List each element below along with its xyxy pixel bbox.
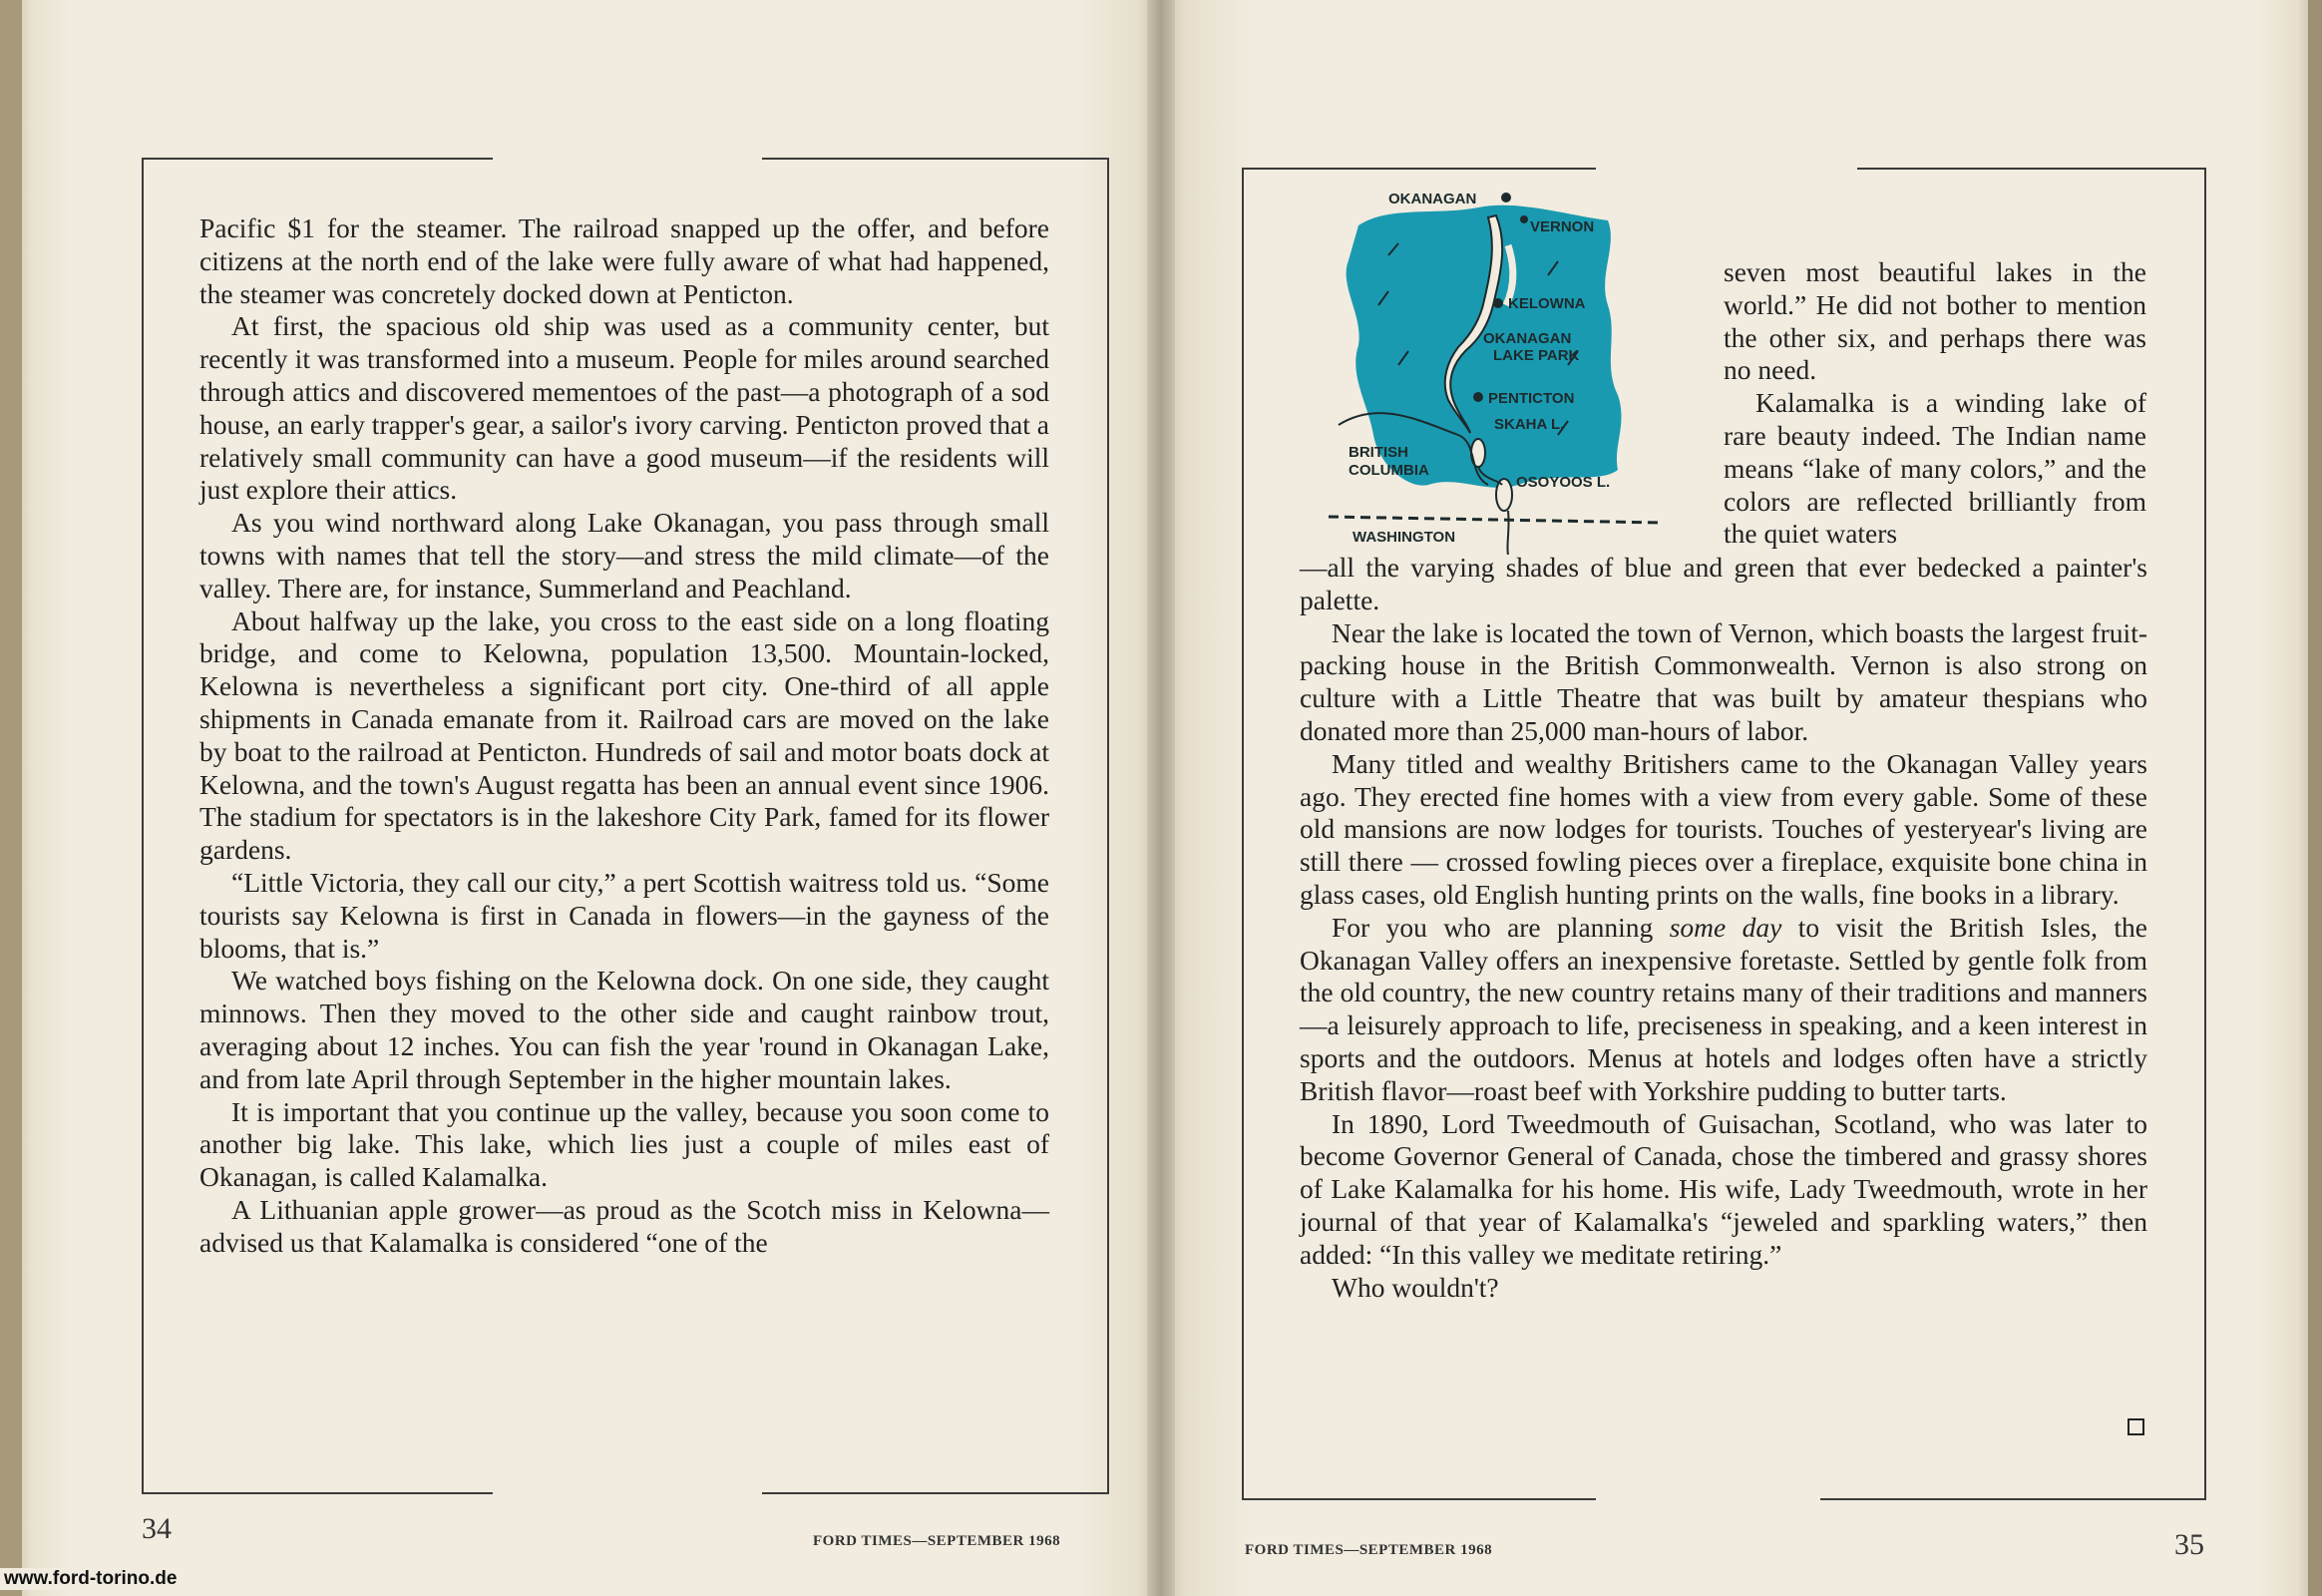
map-label-kelowna: KELOWNA — [1508, 295, 1586, 312]
page-number-right: 35 — [2174, 1528, 2204, 1561]
paragraph: About halfway up the lake, you cross to the east side on a long floating bridge, and come to Kelowna, population 13,500. Mountain-locked, Kelowna is nevertheless a significant port city. One-third of all apple shipments in Canada emanate from it. Railroad cars are moved on the lake by boat to the railroad at Penticton. Hundreds of sail and motor boats dock at Kelowna, and the town's August regatta has been an annual event since 1906. The stadium for spectators is in the lakeshore City Park, famed for its flower gardens. — [199, 604, 1049, 866]
map-label-british-columbia: COLUMBIA — [1349, 462, 1429, 479]
paragraph: In 1890, Lord Tweedmouth of Guisachan, Scotland, who was later to become Governor General of Canada, chose the timbered and grassy shores of Lake Kalamalka for his home. His wife, Lady Tweedmouth, wrote in her journal of that year of Kalamalka's “jeweled and sparkling waters,” then added: “In this valley we meditate retiring.” — [1300, 1107, 2147, 1270]
right-frame-top-gap — [1596, 165, 1857, 173]
okanagan-marker — [1501, 193, 1511, 202]
map-label-british-columbia: BRITISH — [1349, 444, 1408, 461]
left-frame-bottom-gap — [493, 1491, 762, 1499]
paragraph: “Little Victoria, they call our city,” a pert Scottish waitress told us. “Some tourists say Kelowna is first in Canada in flowers—in the gayness of the blooms, that is.” — [199, 866, 1049, 964]
vernon-marker — [1520, 215, 1528, 223]
paragraph: seven most beautiful lakes in the world.” He did not bother to mention the other six, and perhaps there was no need. — [1724, 256, 2146, 386]
paragraph: Pacific $1 for the steamer. The railroad snapped up the offer, and before citizens at the north end of the lake were fully aware of what had happened, the steamer was concretely docked down at Penticton. — [199, 212, 1049, 309]
left-article-column — [199, 212, 1049, 1260]
paragraph: As you wind northward along Lake Okanagan, you pass through small towns with names that tell the story—and stress the mild climate—of the valley. There are, for instance, Summerland and Peachland. — [199, 507, 1049, 603]
right-article-side-column — [1724, 256, 2146, 551]
binding-gutter — [1147, 0, 1175, 1596]
text-run: to visit the British Isles, the Okanagan Valley offers an inexpensive foretaste. Settled by gentle folk from the old country, the new country retains many of their traditions and manners—a leisurely approach to life, preciseness in speaking, and a keen interest in sports and the outdoors. Menus at hotels and lodges often have a strictly British flavor—roast beef with Yorkshire pudding to butter tarts. — [1300, 911, 2147, 1106]
map-label-washington: WASHINGTON — [1353, 529, 1456, 546]
map-label-skaha: SKAHA L. — [1494, 416, 1565, 433]
paragraph: Kalamalka is a winding lake of rare beauty indeed. The Indian name means “lake of many colors,” and the colors are reflected brilliantly from the quiet waters — [1724, 387, 2146, 550]
map-label-okanagan: OKANAGAN — [1388, 191, 1477, 207]
kelowna-marker — [1493, 298, 1503, 308]
running-footer-left: FORD TIMES—SEPTEMBER 1968 — [813, 1533, 1061, 1549]
map-label-lake-park: LAKE PARK — [1493, 347, 1580, 364]
running-footer-right: FORD TIMES—SEPTEMBER 1968 — [1245, 1542, 1493, 1558]
penticton-marker — [1473, 392, 1483, 402]
paragraph: Near the lake is located the town of Vernon, which boasts the largest fruit-packing house in the British Commonwealth. Vernon is also strong on culture with a Little Theatre that was built by amateur thespians who donated more than 25,000 man-hours of labor. — [1300, 616, 2147, 746]
map-label-lake-park: OKANAGAN — [1483, 330, 1572, 347]
paragraph: Many titled and wealthy Britishers came to the Okanagan Valley years ago. They erected fine homes with a view from every gable. Some of these old mansions are now lodges for tourists. Touches of yesteryear's living are still there — crossed fowling pieces over a fireplace, exquisite bone china in glass cases, old English hunting prints on the walls, fine books in a library. — [1300, 747, 2147, 910]
right-article-column — [1300, 552, 2147, 1304]
map-label-vernon: VERNON — [1530, 218, 1595, 235]
okanagan-valley-map — [1319, 186, 1678, 555]
paragraph: We watched boys fishing on the Kelowna dock. On one side, they caught minnows. Then they moved to the other side and caught rainbow trout, averaging about 12 inches. You can fish the year 'round in Okanagan Lake, and from late April through September in the higher mountain lakes. — [199, 965, 1049, 1094]
border-line — [1329, 517, 1663, 523]
osoyoos-lake — [1496, 479, 1512, 511]
paragraph: A Lithuanian apple grower—as proud as the Scotch miss in Kelowna—advised us that Kalamalka is considered “one of the — [199, 1193, 1049, 1258]
emphasized-text: some day — [1669, 911, 1782, 943]
map-label-penticton: PENTICTON — [1488, 390, 1575, 407]
left-page-edge — [0, 0, 22, 1596]
map-label-osoyoos: OSOYOOS L. — [1516, 474, 1611, 491]
paragraph: At first, the spacious old ship was used as a community center, but recently it was transformed into a museum. People for miles around searched through attics and discovered mementoes of the past—a photograph of a sod house, an early trapper's gear, a sailor's ivory carving. Penticton proved that a relatively small community can have a good museum—if the residents will just explore their attics. — [199, 310, 1049, 506]
paragraph: It is important that you continue up the valley, because you soon come to another big lake. This lake, which lies just a couple of miles east of Okanagan, is called Kalamalka. — [199, 1095, 1049, 1193]
text-run: For you who are planning — [1332, 911, 1670, 943]
page-number-left: 34 — [142, 1512, 172, 1545]
right-frame-bottom-gap — [1596, 1497, 1820, 1505]
right-page-edge — [2308, 0, 2322, 1596]
left-frame-top-gap — [493, 155, 762, 163]
end-of-article-box — [2128, 1418, 2144, 1435]
website-watermark: www.ford-torino.de — [0, 1568, 181, 1590]
closing-line: Who wouldn't? — [1332, 1271, 1499, 1303]
paragraph — [1300, 912, 2147, 1108]
paragraph: —all the varying shades of blue and green that ever bedecked a painter's palette. — [1300, 552, 2147, 615]
